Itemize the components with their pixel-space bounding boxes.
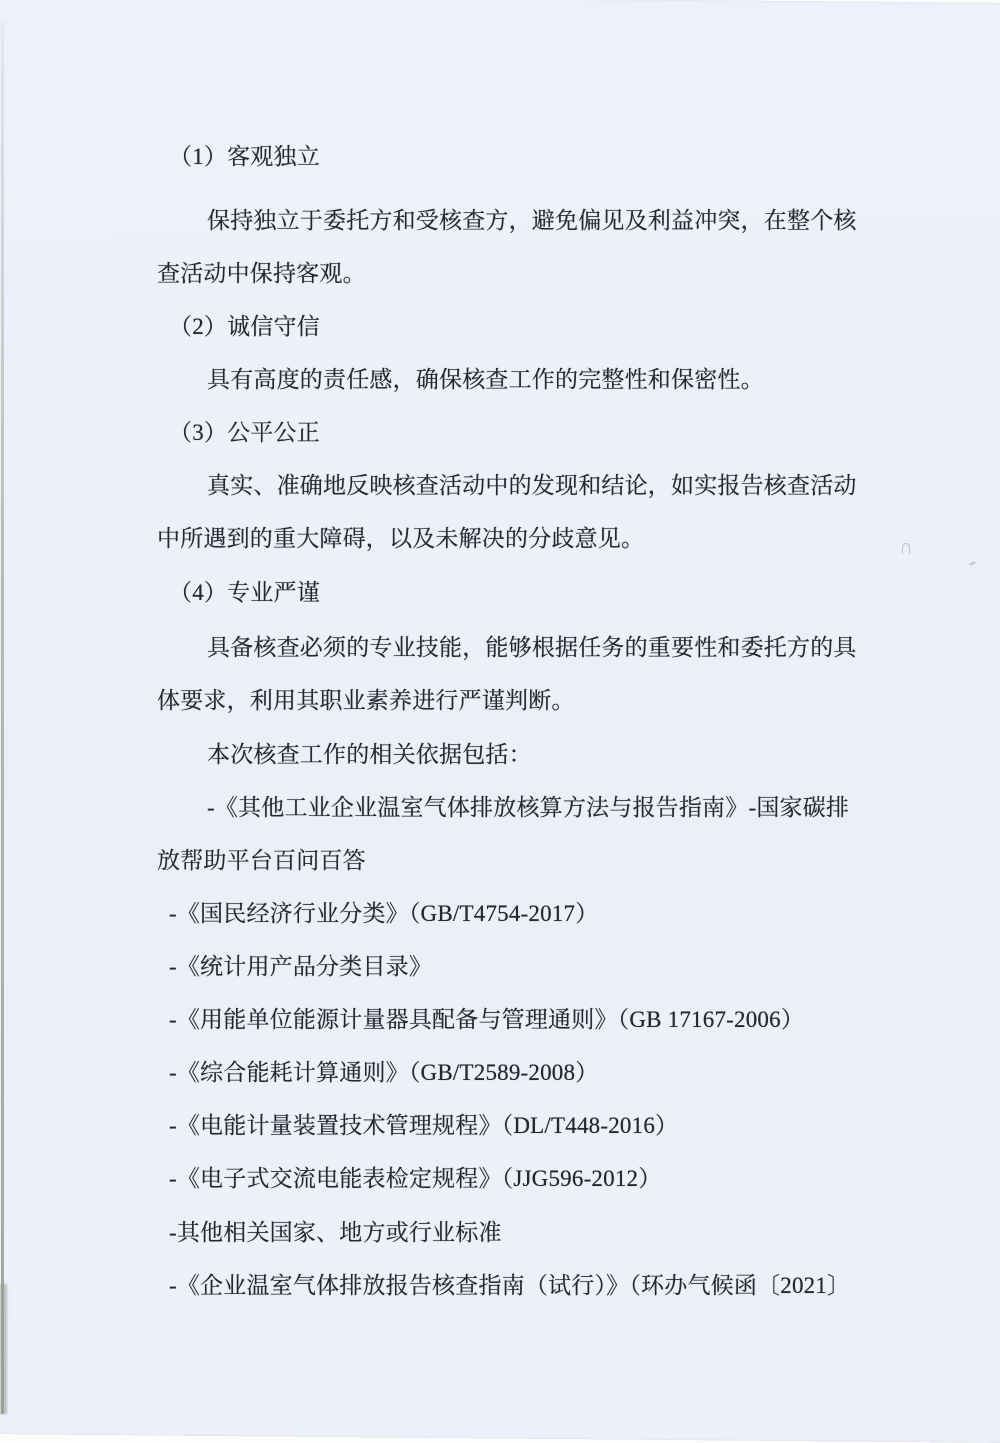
text-line-reference: 放帮助平台百问百答 <box>157 848 366 873</box>
text-line-reference: -《电子式交流电能表检定规程》（JJG596-2012） <box>169 1166 662 1191</box>
text-line: 中所遇到的重大障碍，以及未解决的分歧意见。 <box>157 526 645 551</box>
text-line-reference: -《企业温室气体排放报告核查指南（试行）》（环办气候函〔2021〕 <box>169 1273 851 1298</box>
text-line: 体要求，利用其职业素养进行严谨判断。 <box>157 688 575 713</box>
text-line: 具备核查必须的专业技能，能够根据任务的重要性和委托方的具 <box>207 635 857 660</box>
text-line-reference: -《用能单位能源计量器具配备与管理通则》（GB 17167-2006） <box>169 1007 805 1032</box>
scanner-edge-line <box>1 22 4 1414</box>
text-line: 查活动中保持客观。 <box>157 261 366 286</box>
text-line: 保持独立于委托方和受核查方，避免偏见及利益冲突，在整个核 <box>207 208 857 233</box>
text-line-reference: -《国民经济行业分类》（GB/T4754-2017） <box>169 901 599 926</box>
text-line-reference: -《电能计量装置技术管理规程》（DL/T448-2016） <box>169 1113 679 1138</box>
text-line-heading-2: （2）诚信守信 <box>169 314 320 339</box>
text-line-reference: -其他相关国家、地方或行业标准 <box>169 1220 502 1245</box>
scanner-edge-corner <box>0 1284 7 1414</box>
text-line-reference: -《综合能耗计算通则》（GB/T2589-2008） <box>169 1060 599 1085</box>
text-line: 真实、准确地反映核查活动中的发现和结论，如实报告核查活动 <box>207 473 857 498</box>
text-line-reference: -《统计用产品分类目录》 <box>169 954 433 979</box>
text-line: 本次核查工作的相关依据包括： <box>207 742 532 767</box>
text-line: 具有高度的责任感，确保核查工作的完整性和保密性。 <box>207 367 764 392</box>
text-line-heading-4: （4）专业严谨 <box>169 580 320 605</box>
text-line-reference: -《其他工业企业温室气体排放核算方法与报告指南》-国家碳排 <box>207 795 850 820</box>
scan-speck <box>902 543 910 554</box>
text-line-heading-1: （1）客观独立 <box>169 144 320 169</box>
text-line-heading-3: （3）公平公正 <box>169 420 320 445</box>
document-text <box>157 0 877 1414</box>
